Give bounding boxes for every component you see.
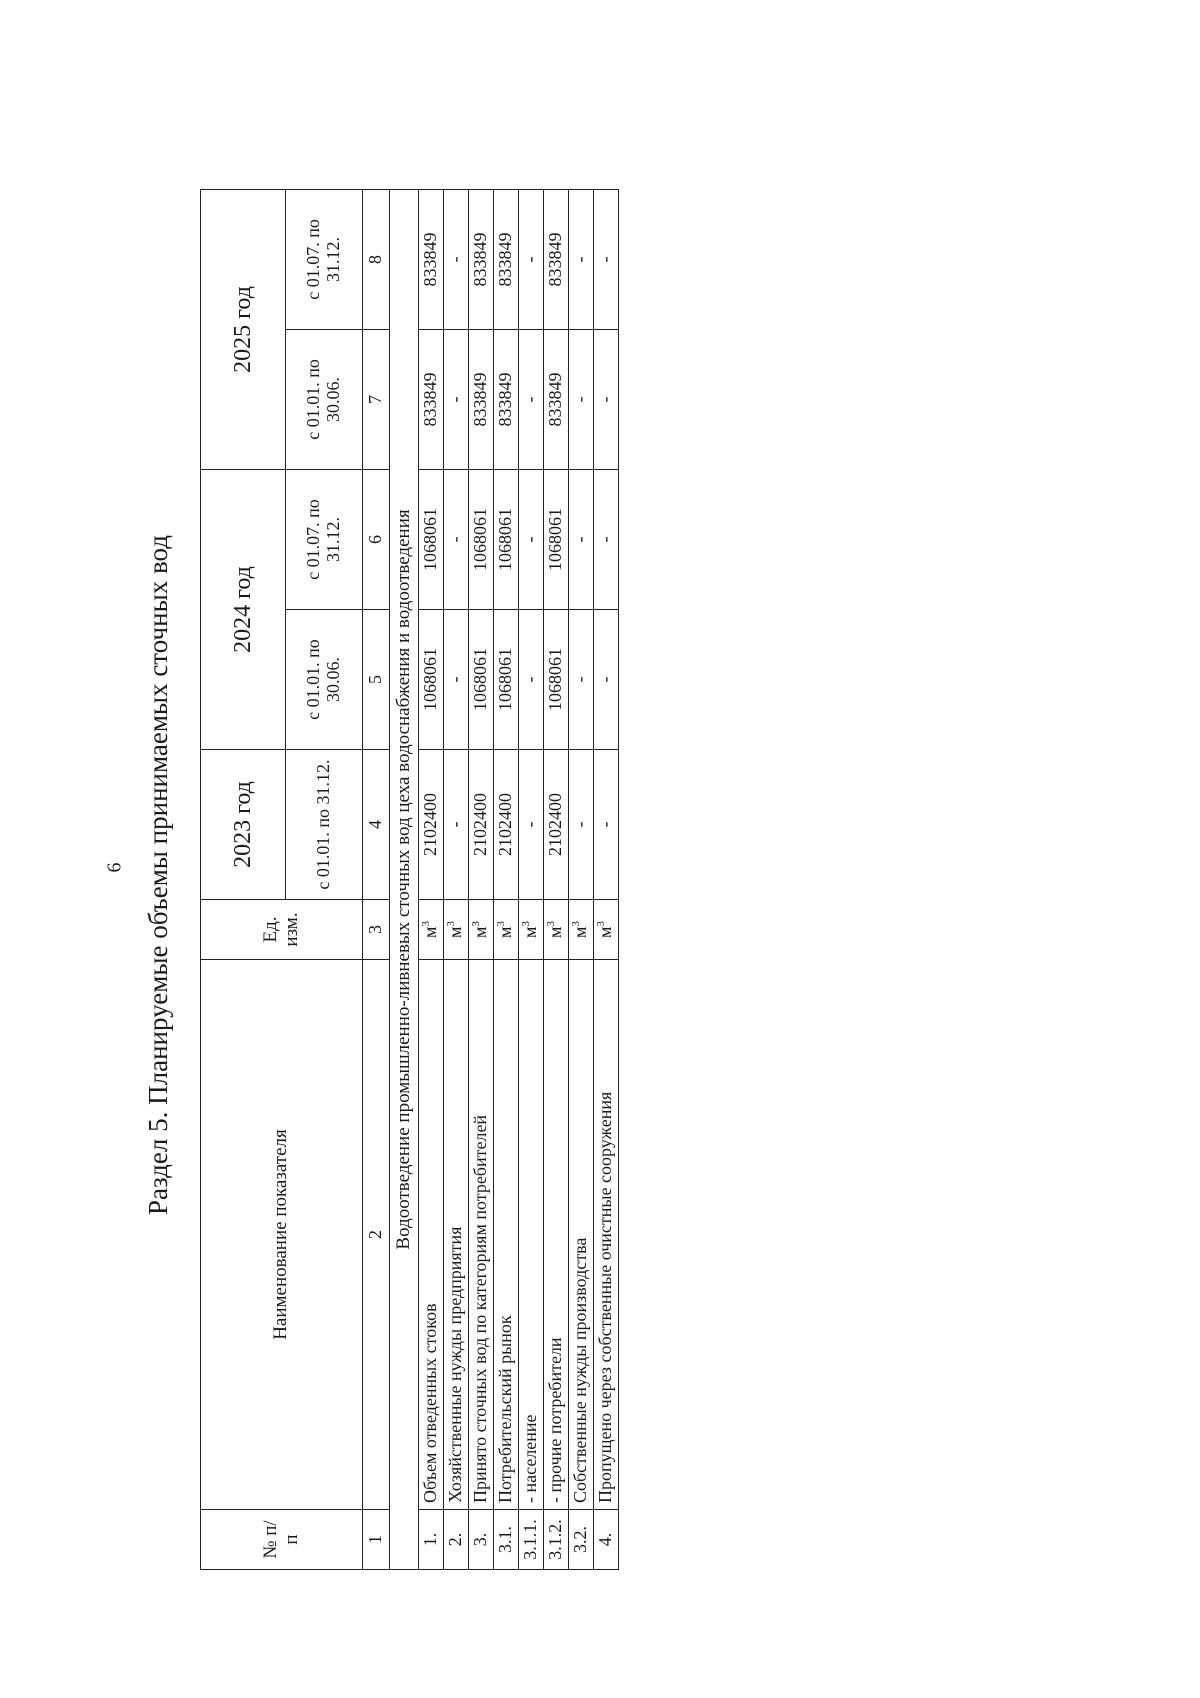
row-value: 833849 [419, 189, 444, 329]
header-unit: Ед. изм. [201, 900, 363, 960]
row-value: 1068061 [494, 469, 519, 609]
unit-exponent: 3 [495, 921, 508, 927]
row-value: 1068061 [419, 610, 444, 750]
row-value: 833849 [419, 329, 444, 469]
col-number: 5 [363, 610, 390, 750]
section-heading: Водоотведение промышленно-ливневых сточных вод цеха водоснабжения и водоотведения [390, 189, 419, 1569]
row-value: 2102400 [544, 750, 569, 900]
row-value: - [594, 189, 619, 329]
table-row [544, 189, 569, 1569]
row-value: 833849 [494, 329, 519, 469]
row-number: 3.2. [569, 1510, 594, 1570]
row-value: - [569, 189, 594, 329]
row-number: 3.1.2. [544, 1510, 569, 1570]
row-unit [519, 900, 544, 960]
section-title: Раздел 5. Планируемые объемы принимаемых сточных вод [143, 535, 173, 1216]
unit-exponent: 3 [420, 921, 433, 927]
header-year-2023: 2023 год [201, 750, 286, 900]
row-value: - [444, 469, 469, 609]
row-value: - [444, 610, 469, 750]
row-unit [444, 900, 469, 960]
period-2024-h2: с 01.07. по 31.12. [286, 469, 363, 609]
row-value: 833849 [544, 329, 569, 469]
row-name: Хозяйственные нужды предприятия [444, 960, 469, 1510]
row-value: 1068061 [469, 610, 494, 750]
unit-exponent: 3 [445, 921, 458, 927]
row-value: - [519, 610, 544, 750]
unit-base: м [545, 926, 566, 938]
unit-base: м [595, 926, 616, 938]
row-value: - [519, 329, 544, 469]
row-value: - [519, 189, 544, 329]
period-2025-h1: с 01.01. по 30.06. [286, 329, 363, 469]
unit-base: м [570, 926, 591, 938]
section-row [390, 189, 419, 1569]
unit-exponent: 3 [545, 921, 558, 927]
row-name: - прочие потребители [544, 960, 569, 1510]
row-value: - [594, 750, 619, 900]
unit-exponent: 3 [570, 921, 583, 927]
row-value: 1068061 [469, 469, 494, 609]
column-numbers-row [363, 189, 390, 1569]
row-value: - [569, 610, 594, 750]
unit-exponent: 3 [470, 921, 483, 927]
row-value: 1068061 [544, 469, 569, 609]
unit-base: м [470, 926, 491, 938]
row-name: Пропущено через собственные очистные сооружения [594, 960, 619, 1510]
row-unit [594, 900, 619, 960]
row-name: Собственные нужды производства [569, 960, 594, 1510]
col-number: 8 [363, 189, 390, 329]
row-value: - [519, 750, 544, 900]
row-name: Принято сточных вод по категориям потребителей [469, 960, 494, 1510]
row-name: Потребительский рынок [494, 960, 519, 1510]
row-value: 833849 [494, 189, 519, 329]
header-year-2025: 2025 год [201, 189, 286, 469]
row-name: - население [519, 960, 544, 1510]
row-value: 2102400 [494, 750, 519, 900]
table-row [494, 189, 519, 1569]
header-year-2024: 2024 год [201, 469, 286, 749]
row-number: 2. [444, 1510, 469, 1570]
row-value: - [569, 329, 594, 469]
unit-base: м [445, 926, 466, 938]
col-number: 6 [363, 469, 390, 609]
row-value: - [569, 469, 594, 609]
period-2023: с 01.01. по 31.12. [286, 750, 363, 900]
table-row [519, 189, 544, 1569]
row-number: 1. [419, 1510, 444, 1570]
col-number: 7 [363, 329, 390, 469]
unit-exponent: 3 [595, 921, 608, 927]
row-value: 2102400 [469, 750, 494, 900]
wastewater-table [200, 189, 619, 1570]
unit-base: м [420, 926, 441, 938]
row-value: - [569, 750, 594, 900]
row-value: 833849 [469, 329, 494, 469]
row-number: 4. [594, 1510, 619, 1570]
row-value: - [444, 189, 469, 329]
row-value: 1068061 [494, 610, 519, 750]
row-number: 3. [469, 1510, 494, 1570]
row-unit [419, 900, 444, 960]
unit-base: м [495, 926, 516, 938]
col-number: 1 [363, 1510, 390, 1570]
table-row [469, 189, 494, 1569]
table-row [444, 189, 469, 1569]
row-value: - [444, 329, 469, 469]
row-value: 833849 [544, 189, 569, 329]
col-number: 2 [363, 960, 390, 1510]
row-value: 1068061 [419, 469, 444, 609]
table-row [569, 189, 594, 1569]
unit-base: м [520, 926, 541, 938]
rotated-document [128, 190, 988, 1600]
col-number: 3 [363, 900, 390, 960]
row-value: - [594, 469, 619, 609]
row-value: - [594, 329, 619, 469]
unit-exponent: 3 [520, 921, 533, 927]
row-name: Объем отведенных стоков [419, 960, 444, 1510]
row-value: - [594, 610, 619, 750]
row-value: 2102400 [419, 750, 444, 900]
col-number: 4 [363, 750, 390, 900]
row-unit [494, 900, 519, 960]
row-unit [544, 900, 569, 960]
header-name: Наименование показателя [201, 960, 363, 1510]
row-value: - [444, 750, 469, 900]
row-unit [569, 900, 594, 960]
row-number: 3.1. [494, 1510, 519, 1570]
header-num: № п/п [201, 1510, 363, 1570]
period-2024-h1: с 01.01. по 30.06. [286, 610, 363, 750]
row-number: 3.1.1. [519, 1510, 544, 1570]
row-value: 833849 [469, 189, 494, 329]
period-2025-h2: с 01.07. по 31.12. [286, 189, 363, 329]
table-row [419, 189, 444, 1569]
row-value: 1068061 [544, 610, 569, 750]
row-unit [469, 900, 494, 960]
page-number: 6 [103, 862, 126, 873]
table-row [594, 189, 619, 1569]
row-value: - [519, 469, 544, 609]
